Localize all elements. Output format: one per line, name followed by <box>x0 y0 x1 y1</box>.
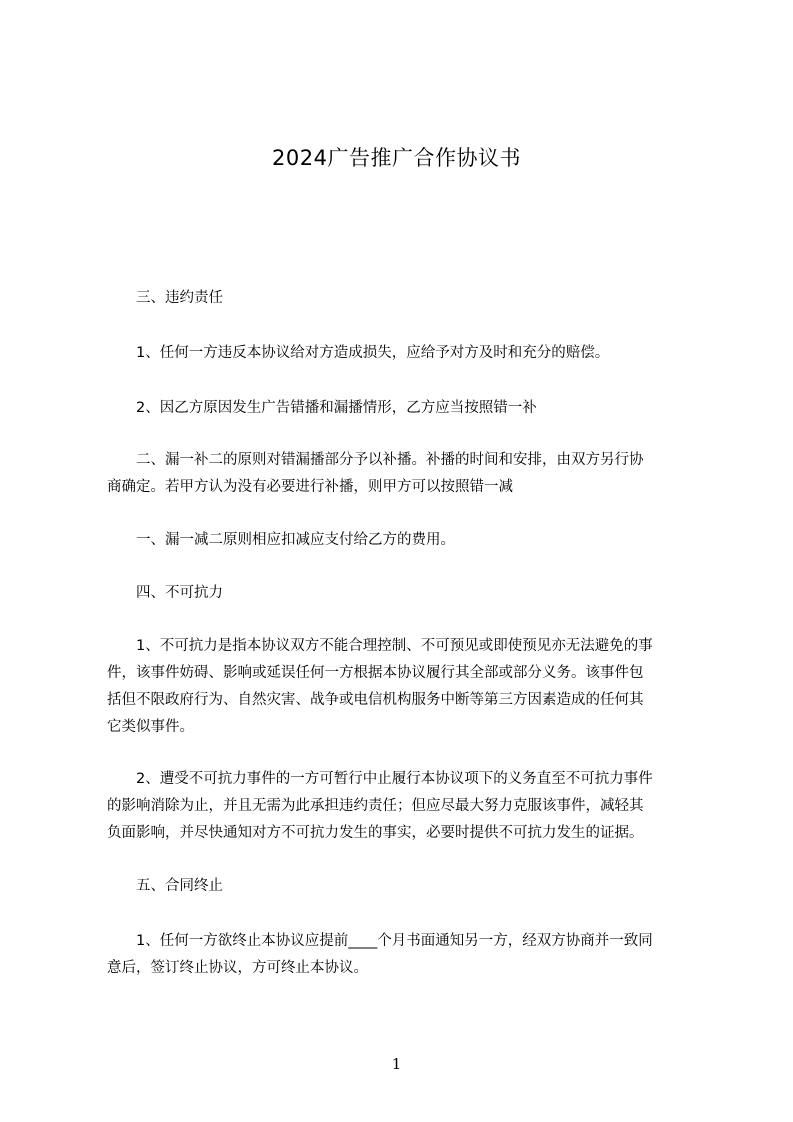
paragraph-line: 括但不限政府行为、自然灾害、战争或电信机构服务中断等第三方因素造成的任何其 <box>107 692 644 708</box>
paragraph-line: 三、违约责任 <box>136 290 223 306</box>
paragraph-line: 1、任何一方欲终止本协议应提前____个月书面通知另一方，经双方协商并一致同 <box>136 933 653 949</box>
document-title: 2024广告推广合作协议书 <box>272 146 521 170</box>
paragraph-line: 五、合同终止 <box>136 878 223 894</box>
section-heading-breach <box>107 285 697 312</box>
paragraph <box>107 395 697 422</box>
section-heading-termination <box>107 873 697 900</box>
paragraph-line: 的影响消除为止，并且无需为此承担违约责任；但应尽最大努力克服该事件，减轻其 <box>107 798 644 814</box>
paragraph-line: 它类似事件。 <box>107 719 194 735</box>
paragraph-line: 1、任何一方违反本协议给对方造成损失，应给予对方及时和充分的赔偿。 <box>136 345 610 361</box>
paragraph <box>107 447 697 501</box>
paragraph-line: 2、因乙方原因发生广告错播和漏播情形，乙方应当按照错一补 <box>136 400 537 416</box>
paragraph <box>107 527 697 554</box>
paragraph <box>107 928 697 982</box>
paragraph <box>107 340 697 367</box>
paragraph-line: 件，该事件妨碍、影响或延误任何一方根据本协议履行其全部或部分义务。该事件包 <box>107 665 644 681</box>
paragraph-line: 一、漏一减二原则相应扣减应支付给乙方的费用。 <box>136 532 455 548</box>
paragraph-line: 意后，签订终止协议，方可终止本协议。 <box>107 960 368 976</box>
paragraph <box>107 766 697 847</box>
paragraph-line: 1、不可抗力是指本协议双方不能合理控制、不可预见或即使预见亦无法避免的事 <box>136 638 653 654</box>
paragraph-line: 四、不可抗力 <box>136 585 223 601</box>
paragraph <box>107 633 697 741</box>
page-number: 1 <box>391 1055 402 1073</box>
paragraph-line: 二、漏一补二的原则对错漏播部分予以补播。补播的时间和安排，由双方另行协 <box>136 452 644 468</box>
paragraph-line: 2、遭受不可抗力事件的一方可暂行中止履行本协议项下的义务直至不可抗力事件 <box>136 771 653 787</box>
section-heading-force-majeure <box>107 580 697 607</box>
paragraph-line: 商确定。若甲方认为没有必要进行补播，则甲方可以按照错一减 <box>107 479 513 495</box>
paragraph-line: 负面影响，并尽快通知对方不可抗力发生的事实，必要时提供不可抗力发生的证据。 <box>107 825 644 841</box>
